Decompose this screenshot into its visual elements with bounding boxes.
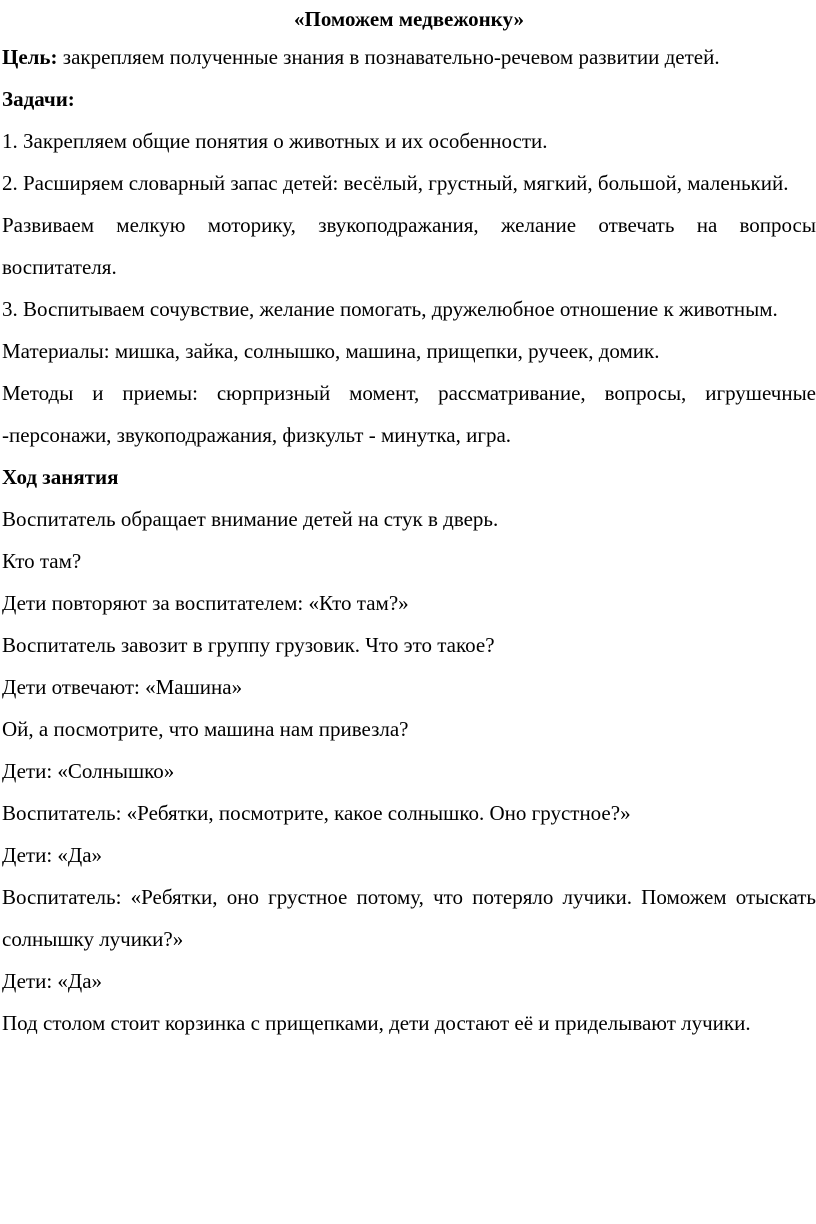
lesson-heading: Ход занятия (2, 465, 119, 489)
lesson-line: Дети: «Да» (2, 969, 103, 993)
task-item: 3. Воспитываем сочувствие, желание помогать, дружелюбное отношение к животным. (2, 297, 778, 321)
lesson-line: Дети повторяют за воспитателем: «Кто там?» (2, 591, 409, 615)
lesson-line: Воспитатель: «Ребятки, посмотрите, какое солнышко. Оно грустное?» (2, 801, 631, 825)
lesson-line: Ой, а посмотрите, что машина нам привезла? (2, 717, 409, 741)
goal-text: закрепляем полученные знания в познавательно-речевом развитии детей. (57, 45, 720, 69)
lesson-line: Воспитатель обращает внимание детей на стук в дверь. (2, 507, 499, 531)
lesson-line: Воспитатель: «Ребятки, оно грустное потому, что потеряло лучики. Поможем отыскать солнышку лучики?» (2, 885, 816, 951)
task-item: 2. Расширяем словарный запас детей: весёлый, грустный, мягкий, большой, маленький. (2, 171, 789, 195)
goal-paragraph (2, 36, 816, 78)
document-title: «Поможем медвежонку» (293, 7, 525, 31)
lesson-line: Дети: «Да» (2, 843, 103, 867)
lesson-line: Воспитатель завозит в группу грузовик. Что это такое? (2, 633, 495, 657)
lesson-line: Дети: «Солнышко» (2, 759, 175, 783)
lesson-line: Под столом стоит корзинка с прищепками, дети достают её и приделывают лучики. (2, 1011, 751, 1035)
tasks-heading: Задачи: (2, 87, 75, 111)
lesson-line: Кто там? (2, 549, 82, 573)
task-item: Развиваем мелкую моторику, звукоподражания, желание отвечать на вопросы воспитателя. (2, 213, 816, 279)
goal-label: Цель: (2, 45, 58, 69)
materials-paragraph: Материалы: мишка, зайка, солнышко, машина, прищепки, ручеек, домик. (2, 339, 660, 363)
methods-paragraph: Методы и приемы: сюрпризный момент, рассматривание, вопросы, игрушечные -персонажи, звукоподражания, физкульт - минутка, игра. (2, 381, 816, 447)
lesson-line: Дети отвечают: «Машина» (2, 675, 243, 699)
task-item: 1. Закрепляем общие понятия о животных и их особенности. (2, 129, 548, 153)
